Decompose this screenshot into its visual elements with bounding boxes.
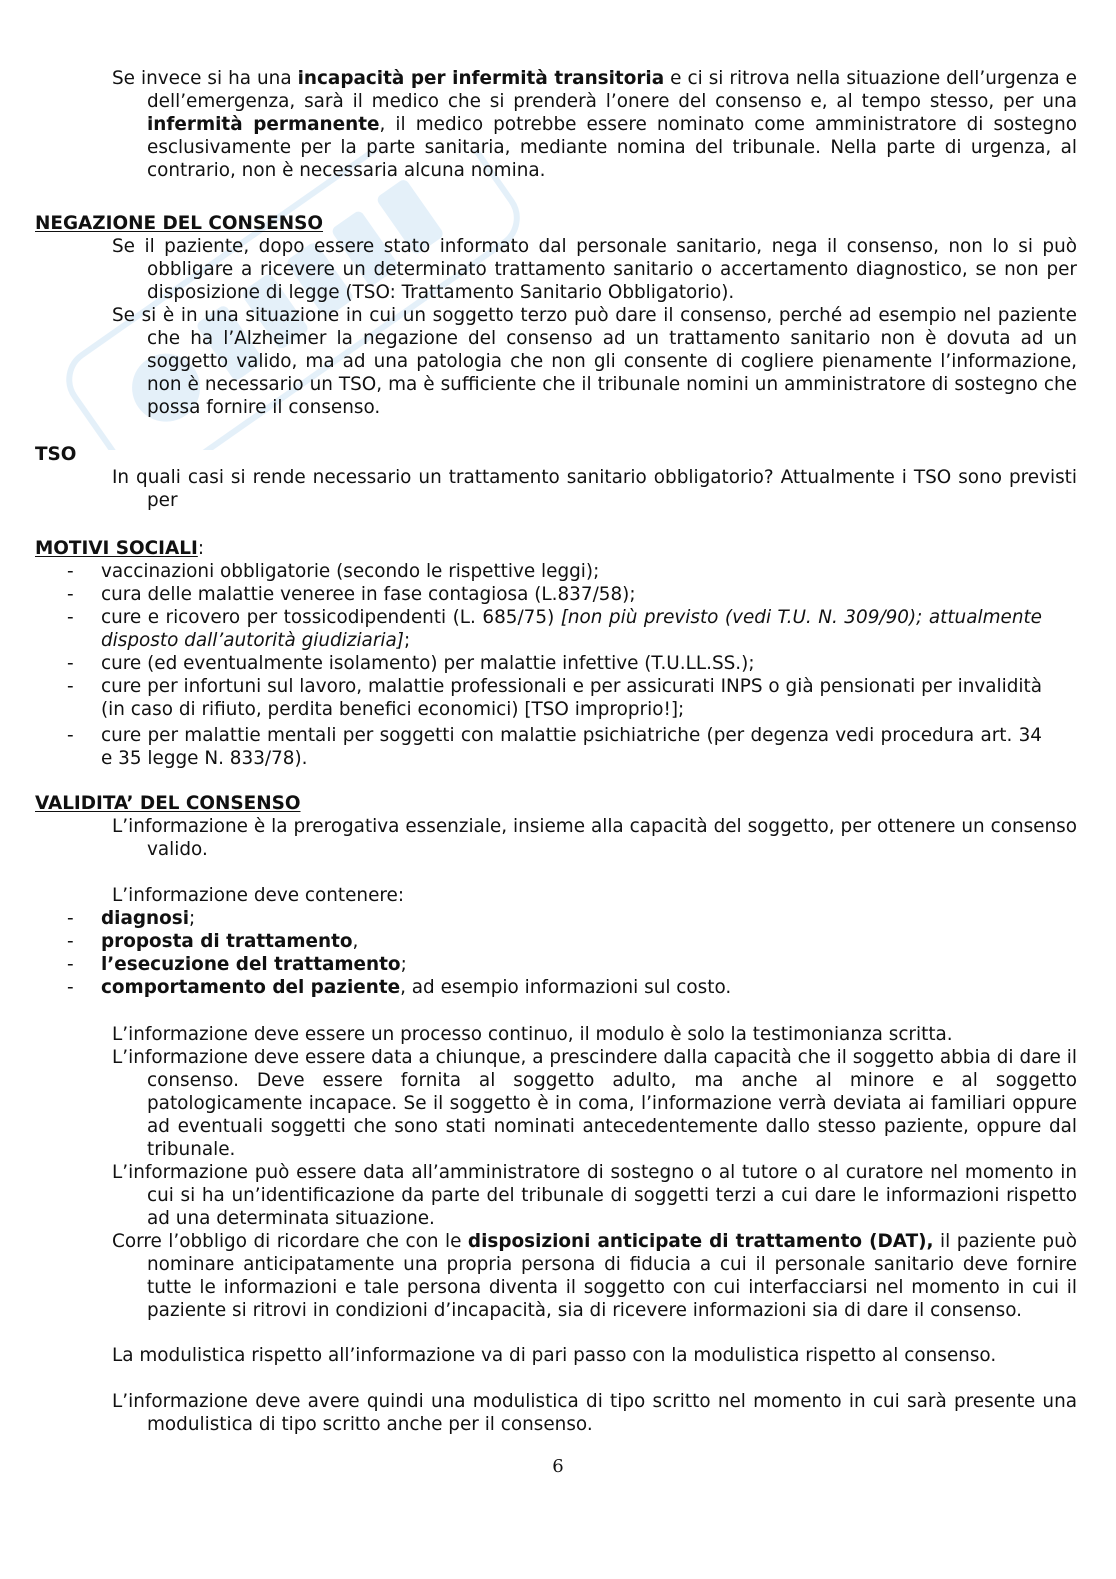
bold-term: infermità permanente (147, 114, 380, 135)
paragraph: In quali casi si rende necessario un trattamento sanitario obbligatorio? Attualmente i TSO sono previsti per (112, 467, 1077, 511)
section-heading-motivi: MOTIVI SOCIALI: (35, 538, 205, 559)
dash-bullet: - (67, 561, 74, 582)
list-item: - comportamento del paziente, ad esempio informazioni sul costo. (67, 977, 732, 998)
dash-bullet: - (67, 954, 74, 975)
paragraph: La modulistica rispetto all’informazione va di pari passo con la modulistica rispetto al consenso. (112, 1345, 997, 1366)
list-item: - proposta di trattamento, (67, 931, 359, 952)
paragraph-dat: Corre l’obbligo di ricordare che con le disposizioni anticipate di trattamento (DAT), il paziente può nominare anticipatamente una propria persona di fiducia a cui il personale sanitario deve fornire tutte le informazioni e tale persona diventa il soggetto con cui interfacciarsi nel momento in cui il paziente si ritrovi in condizioni d’incapacità, sia di ricevere informazioni sia di dare il consenso. (112, 1231, 1077, 1321)
list-item: - cure (ed eventualmente isolamento) per malattie infettive (T.U.LL.SS.); (67, 653, 755, 674)
dash-bullet: - (67, 653, 74, 674)
dash-bullet: - (67, 584, 74, 605)
dash-bullet: - (67, 725, 74, 746)
list-item: - diagnosi; (67, 908, 196, 929)
list-item: - l’esecuzione del trattamento; (67, 954, 407, 975)
dash-bullet: - (67, 607, 74, 628)
page-number: 6 (552, 1456, 564, 1477)
paragraph: L’informazione deve essere data a chiunque, a prescindere dalla capacità che il soggetto abbia di dare il consenso. Deve essere fornita al soggetto adulto, ma anche al minore e al soggetto patologicamente incapace. Se il soggetto è in coma, l’informazione verrà deviata ai familiari oppure ad eventuali soggetti che sono stati nominati antecedentemente dallo stesso paziente, oppure dal tribunale. (112, 1047, 1077, 1160)
paragraph: Se si è in una situazione in cui un soggetto terzo può dare il consenso, perché ad esempio nel paziente che ha l’Alzheimer la negazione del consenso ad un trattamento sanitario non è dovuta ad un soggetto valido, ma ad una patologia che non gli consente di cogliere pienamente l’informazione, non è necessario un TSO, ma è sufficiente che il tribunale nomini un amministratore di sostegno che possa fornire il consenso. (112, 305, 1077, 418)
paragraph: L’informazione deve avere quindi una modulistica di tipo scritto nel momento in cui sarà presente una modulistica di tipo scritto anche per il consenso. (112, 1391, 1077, 1435)
paragraph: L’informazione deve essere un processo continuo, il modulo è solo la testimonianza scritta. (112, 1024, 953, 1045)
bold-term: incapacità per infermità transitoria (297, 68, 665, 89)
paragraph: Se il paziente, dopo essere stato informato dal personale sanitario, nega il consenso, non lo si può obbligare a ricevere un determinato trattamento sanitario o accertamento diagnostico, se non per disposizione di legge (TSO: Trattamento Sanitario Obbligatorio). (112, 236, 1077, 303)
list-item: - vaccinazioni obbligatorie (secondo le rispettive leggi); (67, 561, 600, 582)
info-content-list (35, 907, 1042, 999)
paragraph: L’informazione è la prerogativa essenziale, insieme alla capacità del soggetto, per ottenere un consenso valido. (112, 816, 1077, 860)
list-item: - cure per malattie mentali per soggetti con malattie psichiatriche (per degenza vedi procedura art. 34 e 35 legge N. 833/78). (67, 725, 1042, 769)
list-item: - cure e ricovero per tossicodipendenti (L. 685/75) [non più previsto (vedi T.U. N. 309/90); attualmente disposto dall’autorità giudiziaria]; (67, 607, 1042, 651)
section-heading-negazione: NEGAZIONE DEL CONSENSO (35, 213, 324, 234)
dash-bullet: - (67, 908, 74, 929)
list-item: - cura delle malattie veneree in fase contagiosa (L.837/58); (67, 584, 636, 605)
paragraph: L’informazione deve contenere: (112, 885, 405, 906)
italic-note: [non più previsto (vedi T.U. N. 309/90); attualmente disposto dall’autorità giudiziaria] (101, 607, 1042, 651)
dash-bullet: - (67, 931, 74, 952)
bold-term: disposizioni anticipate di trattamento (DAT), (467, 1231, 934, 1252)
list-item: - cure per infortuni sul lavoro, malattie professionali e per assicurati INPS o già pensionati per invalidità (in caso di rifiuto, perdita benefici economici) [TSO improprio!]; (67, 676, 1042, 720)
dash-bullet: - (67, 676, 74, 697)
section-heading-tso: TSO (35, 444, 77, 465)
motivi-list (35, 560, 1042, 770)
dash-bullet: - (67, 977, 74, 998)
paragraph: L’informazione può essere data all’amministratore di sostegno o al tutore o al curatore nel momento in cui si ha un’identificazione da parte del tribunale di soggetti terzi a cui dare le informazioni rispetto ad una determinata situazione. (112, 1162, 1077, 1229)
section-heading-validita: VALIDITA’ DEL CONSENSO (35, 793, 301, 814)
intro-paragraph: Se invece si ha una incapacità per infermità transitoria e ci si ritrova nella situazione dell’urgenza e dell’emergenza, sarà il medico che si prenderà l’onere del consenso e, al tempo stesso, per una infermità permanente, il medico potrebbe essere nominato come amministratore di sostegno esclusivamente per la parte sanitaria, mediante nomina del tribunale. Nella parte di urgenza, al contrario, non è necessaria alcuna nomina. (112, 68, 1077, 181)
